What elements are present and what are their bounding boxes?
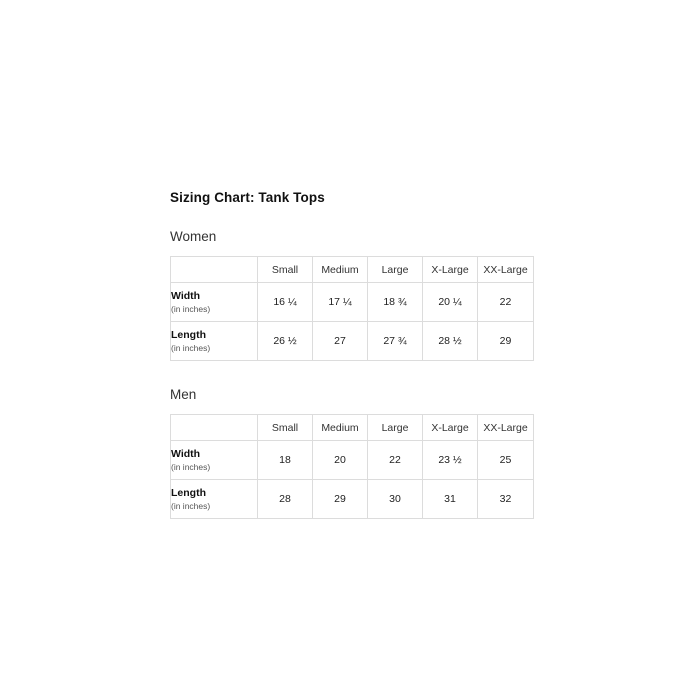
cell-length-small: 26 ½ xyxy=(258,322,313,361)
table-row xyxy=(171,322,534,361)
column-header-large: Large xyxy=(368,257,423,283)
row-label-length xyxy=(171,322,258,361)
row-label-text: Length xyxy=(171,486,206,499)
column-header-small: Small xyxy=(258,257,313,283)
column-header-xx-large: XX-Large xyxy=(478,415,534,441)
column-header-blank xyxy=(171,257,258,283)
cell-width-large: 22 xyxy=(368,441,423,480)
sizing-chart-page xyxy=(170,190,570,545)
cell-width-small: 16 ¼ xyxy=(258,283,313,322)
cell-width-xx-large: 22 xyxy=(478,283,534,322)
column-header-blank xyxy=(171,415,258,441)
cell-length-x-large: 31 xyxy=(423,480,478,519)
row-label-text: Width xyxy=(171,447,201,460)
row-label-units: (in inches) xyxy=(171,461,211,472)
page-title: Sizing Chart: Tank Tops xyxy=(170,190,325,205)
cell-length-large: 30 xyxy=(368,480,423,519)
table-header-row xyxy=(171,257,534,283)
cell-length-xx-large: 29 xyxy=(478,322,534,361)
row-label-units: (in inches) xyxy=(171,303,211,314)
column-header-x-large: X-Large xyxy=(423,257,478,283)
table-row xyxy=(171,283,534,322)
sizing-table-women xyxy=(170,256,534,361)
cell-length-medium: 27 xyxy=(313,322,368,361)
cell-width-medium: 17 ¼ xyxy=(313,283,368,322)
column-header-xx-large: XX-Large xyxy=(478,257,534,283)
cell-length-x-large: 28 ½ xyxy=(423,322,478,361)
section-women xyxy=(170,229,570,361)
section-heading-men: Men xyxy=(170,387,197,402)
table-row xyxy=(171,441,534,480)
section-men xyxy=(170,387,570,519)
row-label-width xyxy=(171,441,258,480)
cell-length-medium: 29 xyxy=(313,480,368,519)
table-header-row xyxy=(171,415,534,441)
row-label-units: (in inches) xyxy=(171,342,211,353)
row-label-units: (in inches) xyxy=(171,500,211,511)
row-label-length xyxy=(171,480,258,519)
cell-length-small: 28 xyxy=(258,480,313,519)
cell-width-small: 18 xyxy=(258,441,313,480)
cell-width-medium: 20 xyxy=(313,441,368,480)
column-header-small: Small xyxy=(258,415,313,441)
column-header-medium: Medium xyxy=(313,415,368,441)
cell-width-x-large: 20 ¼ xyxy=(423,283,478,322)
cell-width-large: 18 ¾ xyxy=(368,283,423,322)
row-label-text: Length xyxy=(171,328,206,341)
cell-length-xx-large: 32 xyxy=(478,480,534,519)
column-header-x-large: X-Large xyxy=(423,415,478,441)
cell-length-large: 27 ¾ xyxy=(368,322,423,361)
row-label-width xyxy=(171,283,258,322)
sizing-table-men xyxy=(170,414,534,519)
column-header-large: Large xyxy=(368,415,423,441)
cell-width-xx-large: 25 xyxy=(478,441,534,480)
column-header-medium: Medium xyxy=(313,257,368,283)
section-heading-women: Women xyxy=(170,229,217,244)
row-label-text: Width xyxy=(171,289,201,302)
table-row xyxy=(171,480,534,519)
cell-width-x-large: 23 ½ xyxy=(423,441,478,480)
